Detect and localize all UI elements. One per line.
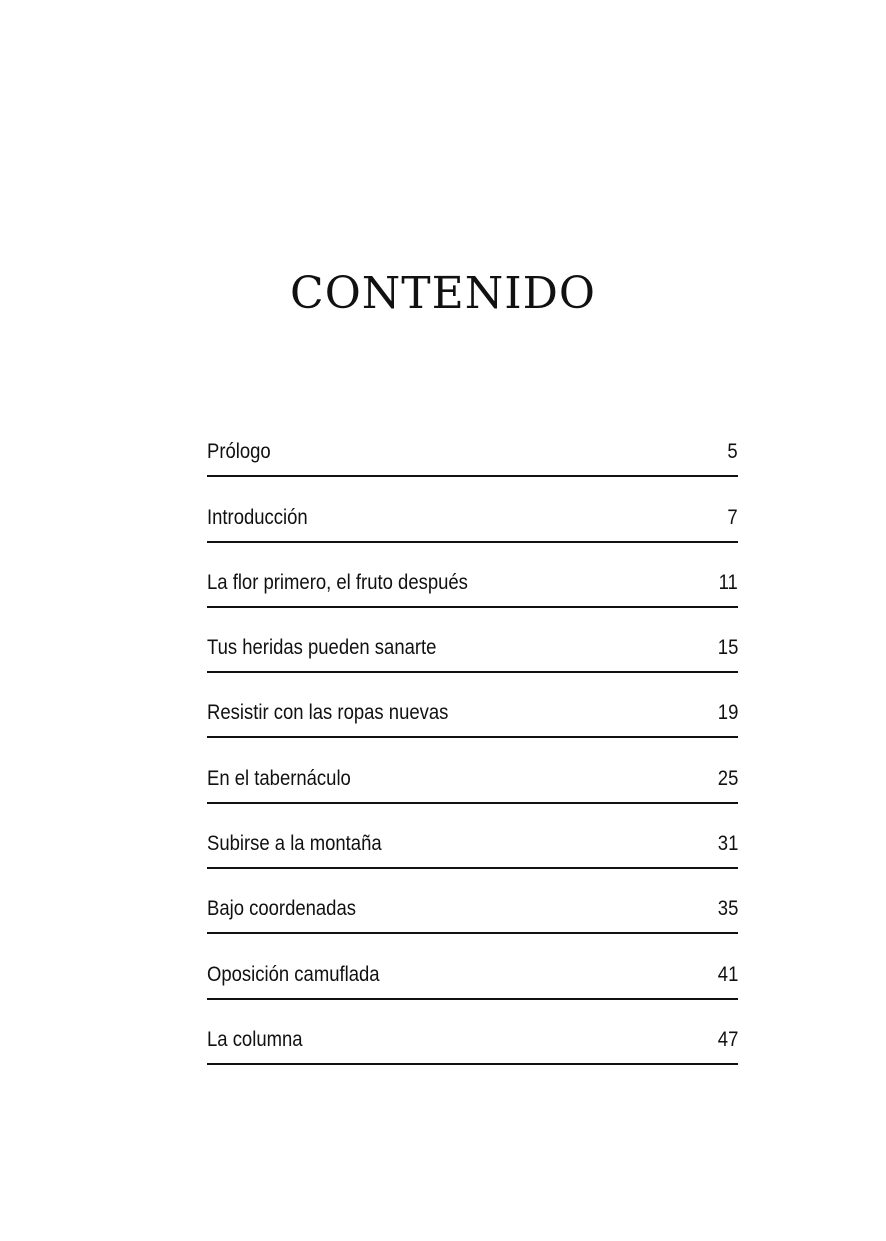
toc-entry-bajo-coordenadas[interactable]: [207, 871, 738, 934]
toc-entry-page-number: 25: [717, 766, 738, 790]
toc-entry-label: Resistir con las ropas nuevas: [207, 701, 449, 725]
toc-entry-oposicion-camuflada[interactable]: [207, 936, 738, 999]
toc-entry-label: La flor primero, el fruto después: [207, 570, 468, 594]
toc-entry-label: Oposición camuflada: [207, 962, 380, 986]
toc-entry-page-number: 47: [717, 1027, 738, 1051]
toc-entry-tus-heridas[interactable]: [207, 610, 738, 673]
toc-entry-page-number: 11: [718, 570, 738, 594]
toc-entry-page-number: 5: [727, 440, 738, 464]
toc-entry-resistir[interactable]: [207, 675, 738, 738]
toc-entry-page-number: 7: [727, 505, 738, 529]
toc-entry-subirse-a-la-montana[interactable]: [207, 806, 738, 869]
toc-entry-label: Subirse a la montaña: [207, 832, 382, 856]
toc-entry-prologo[interactable]: [207, 414, 738, 477]
toc-entry-la-columna[interactable]: [207, 1002, 738, 1065]
toc-entry-page-number: 19: [717, 701, 738, 725]
toc-entry-label: Prólogo: [207, 440, 271, 464]
toc-entry-label: Tus heridas pueden sanarte: [207, 636, 437, 660]
toc-entry-page-number: 15: [717, 636, 738, 660]
toc-entry-label: En el tabernáculo: [207, 766, 351, 790]
toc-entry-page-number: 35: [717, 897, 738, 921]
page-title: CONTENIDO: [290, 268, 596, 319]
toc-entry-la-flor-primero[interactable]: [207, 545, 738, 608]
toc-entry-page-number: 41: [717, 962, 738, 986]
toc-entry-label: Bajo coordenadas: [207, 897, 356, 921]
toc-entry-label: Introducción: [207, 505, 308, 529]
toc-entry-label: La columna: [207, 1027, 303, 1051]
toc-entry-page-number: 31: [717, 832, 738, 856]
toc-entry-introduccion[interactable]: [207, 479, 738, 542]
toc-entry-en-el-tabernaculo[interactable]: [207, 740, 738, 803]
table-of-contents: [207, 414, 738, 1067]
